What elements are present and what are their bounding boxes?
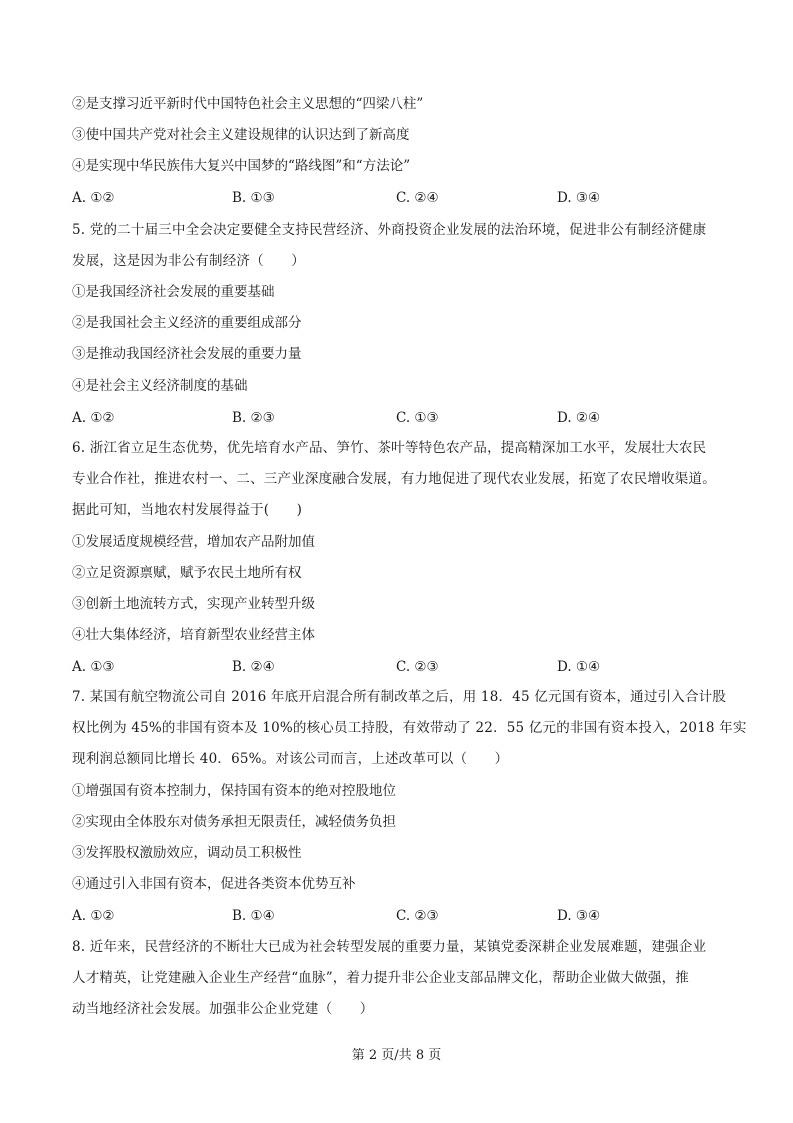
q7-stem-line-3: 现利润总额同比增长 40．65%。对该公司而言，上述改革可以（ ）: [72, 751, 509, 767]
q7-options: [72, 906, 732, 926]
q6-stem-line-3: 据此可知，当地农村发展得益于( ): [72, 502, 303, 518]
q7-option-d: D. ③④: [557, 908, 601, 924]
q7-stem-line-1: 7. 某国有航空物流公司自 2016 年底开启混合所有制改革之后，用 18．45 亿元国有资本，通过引入合计股: [72, 689, 727, 705]
q5-option-a: A. ①②: [72, 410, 115, 426]
q5-option-c: C. ①③: [396, 410, 439, 426]
q7-statement-2: ②实现由全体股东对债务承担无限责任，减轻债务负担: [72, 814, 396, 830]
q6-options: [72, 657, 732, 677]
q5-option-d: D. ②④: [557, 410, 601, 426]
q8-stem-line-2: 人才精英，让党建融入企业生产经营“血脉”，着力提升非公企业支部品牌文化，帮助企业做大做强，推: [72, 970, 690, 986]
q7-statement-1: ①增强国有资本控制力，保持国有资本的绝对控股地位: [72, 783, 396, 799]
q4-options: [72, 188, 732, 208]
q6-statement-4: ④壮大集体经济，培育新型农业经营主体: [72, 627, 315, 643]
q6-statement-1: ①发展适度规模经营，增加农产品附加值: [72, 534, 315, 550]
q8-stem-line-1: 8. 近年来，民营经济的不断壮大已成为社会转型发展的重要力量，某镇党委深耕企业发展难题，建强企业: [72, 939, 707, 955]
q4-option-a: A. ①②: [72, 190, 115, 206]
q7-statement-3: ③发挥股权激励效应，调动员工积极性: [72, 845, 302, 861]
q5-options: [72, 408, 732, 428]
q6-option-a: A. ①③: [72, 659, 115, 675]
q7-option-c: C. ②③: [396, 908, 439, 924]
q6-stem-line-2: 专业合作社，推进农村一、二、三产业深度融合发展，有力地促进了现代农业发展，拓宽了农民增收渠道。: [72, 471, 716, 487]
q7-option-b: B. ①④: [232, 908, 275, 924]
q4-option-b: B. ①③: [232, 190, 275, 206]
q5-statement-4: ④是社会主义经济制度的基础: [72, 378, 248, 394]
q4-statement-4: ④是实现中华民族伟大复兴中国梦的“路线图”和“方法论”: [72, 158, 411, 174]
q6-statement-2: ②立足资源禀赋，赋予农民土地所有权: [72, 565, 302, 581]
q6-option-c: C. ②③: [396, 659, 439, 675]
q8-stem-line-3: 动当地经济社会发展。加强非公企业党建（ ）: [72, 1001, 374, 1017]
q4-statement-2: ②是支撑习近平新时代中国特色社会主义思想的“四梁八柱”: [72, 96, 424, 112]
q7-statement-4: ④通过引入非国有资本，促进各类资本优势互补: [72, 876, 356, 892]
q7-option-a: A. ①②: [72, 908, 115, 924]
q5-statement-1: ①是我国经济社会发展的重要基础: [72, 284, 275, 300]
q4-option-c: C. ②④: [396, 190, 439, 206]
q6-statement-3: ③创新土地流转方式，实现产业转型升级: [72, 596, 315, 612]
q6-option-d: D. ①④: [557, 659, 601, 675]
q5-stem-line-1: 5. 党的二十届三中全会决定要健全支持民营经济、外商投资企业发展的法治环境，促进非公有制经济健康: [72, 222, 707, 238]
q4-statement-3: ③使中国共产党对社会主义建设规律的认识达到了新高度: [72, 127, 410, 143]
q7-stem-line-2: 权比例为 45%的非国有资本及 10%的核心员工持股，有效带动了 22．55 亿元的非国有资本投入，2018 年实: [72, 720, 747, 736]
q5-option-b: B. ②③: [232, 410, 275, 426]
q5-statement-2: ②是我国社会主义经济的重要组成部分: [72, 315, 302, 331]
page-footer: 第 2 页/共 8 页: [351, 1048, 442, 1063]
q6-option-b: B. ②④: [232, 659, 275, 675]
q5-statement-3: ③是推动我国经济社会发展的重要力量: [72, 346, 302, 362]
q4-option-d: D. ③④: [557, 190, 601, 206]
q5-stem-line-2: 发展，这是因为非公有制经济（ ）: [72, 253, 305, 269]
q6-stem-line-1: 6. 浙江省立足生态优势，优先培育水产品、笋竹、茶叶等特色农产品，提高精深加工水平，发展壮大农民: [72, 440, 707, 456]
